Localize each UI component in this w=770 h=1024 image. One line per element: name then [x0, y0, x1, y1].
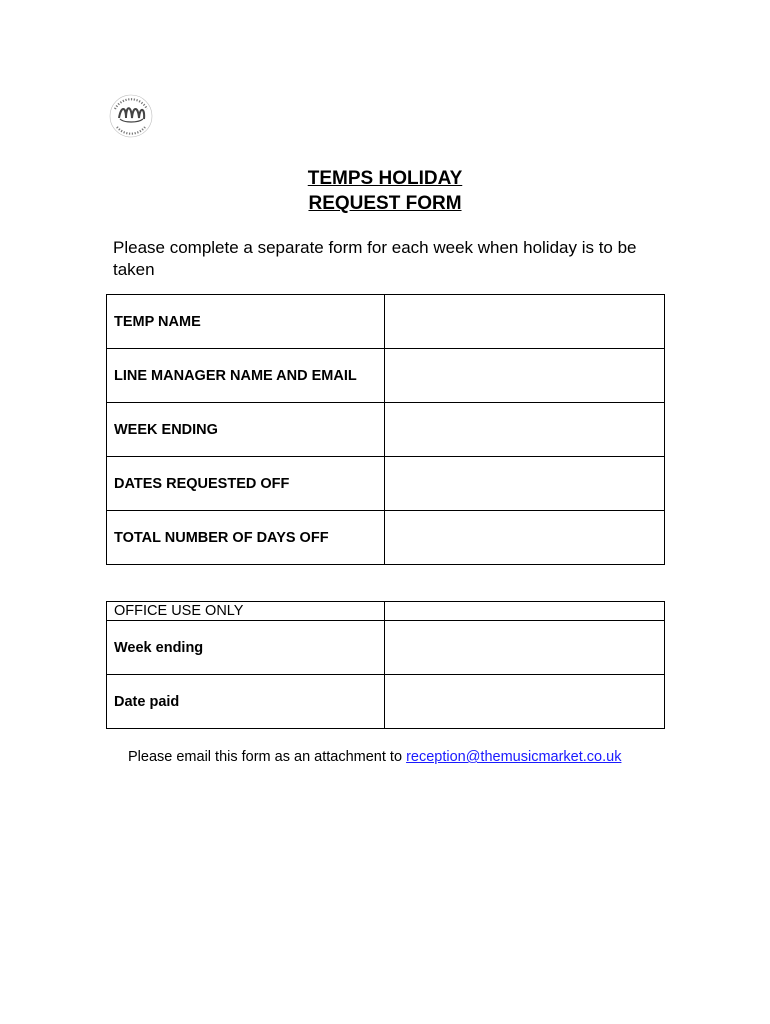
table-row [107, 602, 665, 621]
office-use-header-blank [385, 602, 665, 621]
footer-text: Please email this form as an attachment to [128, 749, 403, 765]
temp-name-field[interactable] [385, 295, 665, 349]
table-row [107, 457, 665, 511]
week-ending-field[interactable] [385, 403, 665, 457]
date-paid-label: Date paid [107, 675, 385, 729]
table-row [107, 621, 665, 675]
line-manager-field[interactable] [385, 349, 665, 403]
week-ending-label: WEEK ENDING [107, 403, 385, 457]
table-row [107, 295, 665, 349]
total-days-field[interactable] [385, 511, 665, 565]
form-title-line-2: REQUEST FORM [308, 193, 462, 214]
footer-note [128, 747, 621, 767]
date-paid-field[interactable] [385, 675, 665, 729]
office-week-ending-field[interactable] [385, 621, 665, 675]
table-row [107, 675, 665, 729]
table-row [107, 403, 665, 457]
line-manager-label: LINE MANAGER NAME AND EMAIL [107, 349, 385, 403]
holiday-request-table [106, 294, 665, 565]
table-row [107, 349, 665, 403]
intro-instructions: Please complete a separate form for each week when holiday is to be taken [113, 238, 637, 279]
reception-email-link[interactable]: reception@themusicmarket.co.uk [406, 749, 622, 765]
table-row [107, 511, 665, 565]
temp-name-label: TEMP NAME [107, 295, 385, 349]
dates-requested-label: DATES REQUESTED OFF [107, 457, 385, 511]
office-use-header: OFFICE USE ONLY [107, 602, 385, 621]
office-use-table [106, 601, 665, 729]
total-days-label: TOTAL NUMBER OF DAYS OFF [107, 511, 385, 565]
dates-requested-field[interactable] [385, 457, 665, 511]
office-week-ending-label: Week ending [107, 621, 385, 675]
company-logo [106, 92, 156, 140]
form-title-line-1: TEMPS HOLIDAY [307, 168, 463, 189]
music-market-seal-logo-icon [106, 92, 156, 140]
